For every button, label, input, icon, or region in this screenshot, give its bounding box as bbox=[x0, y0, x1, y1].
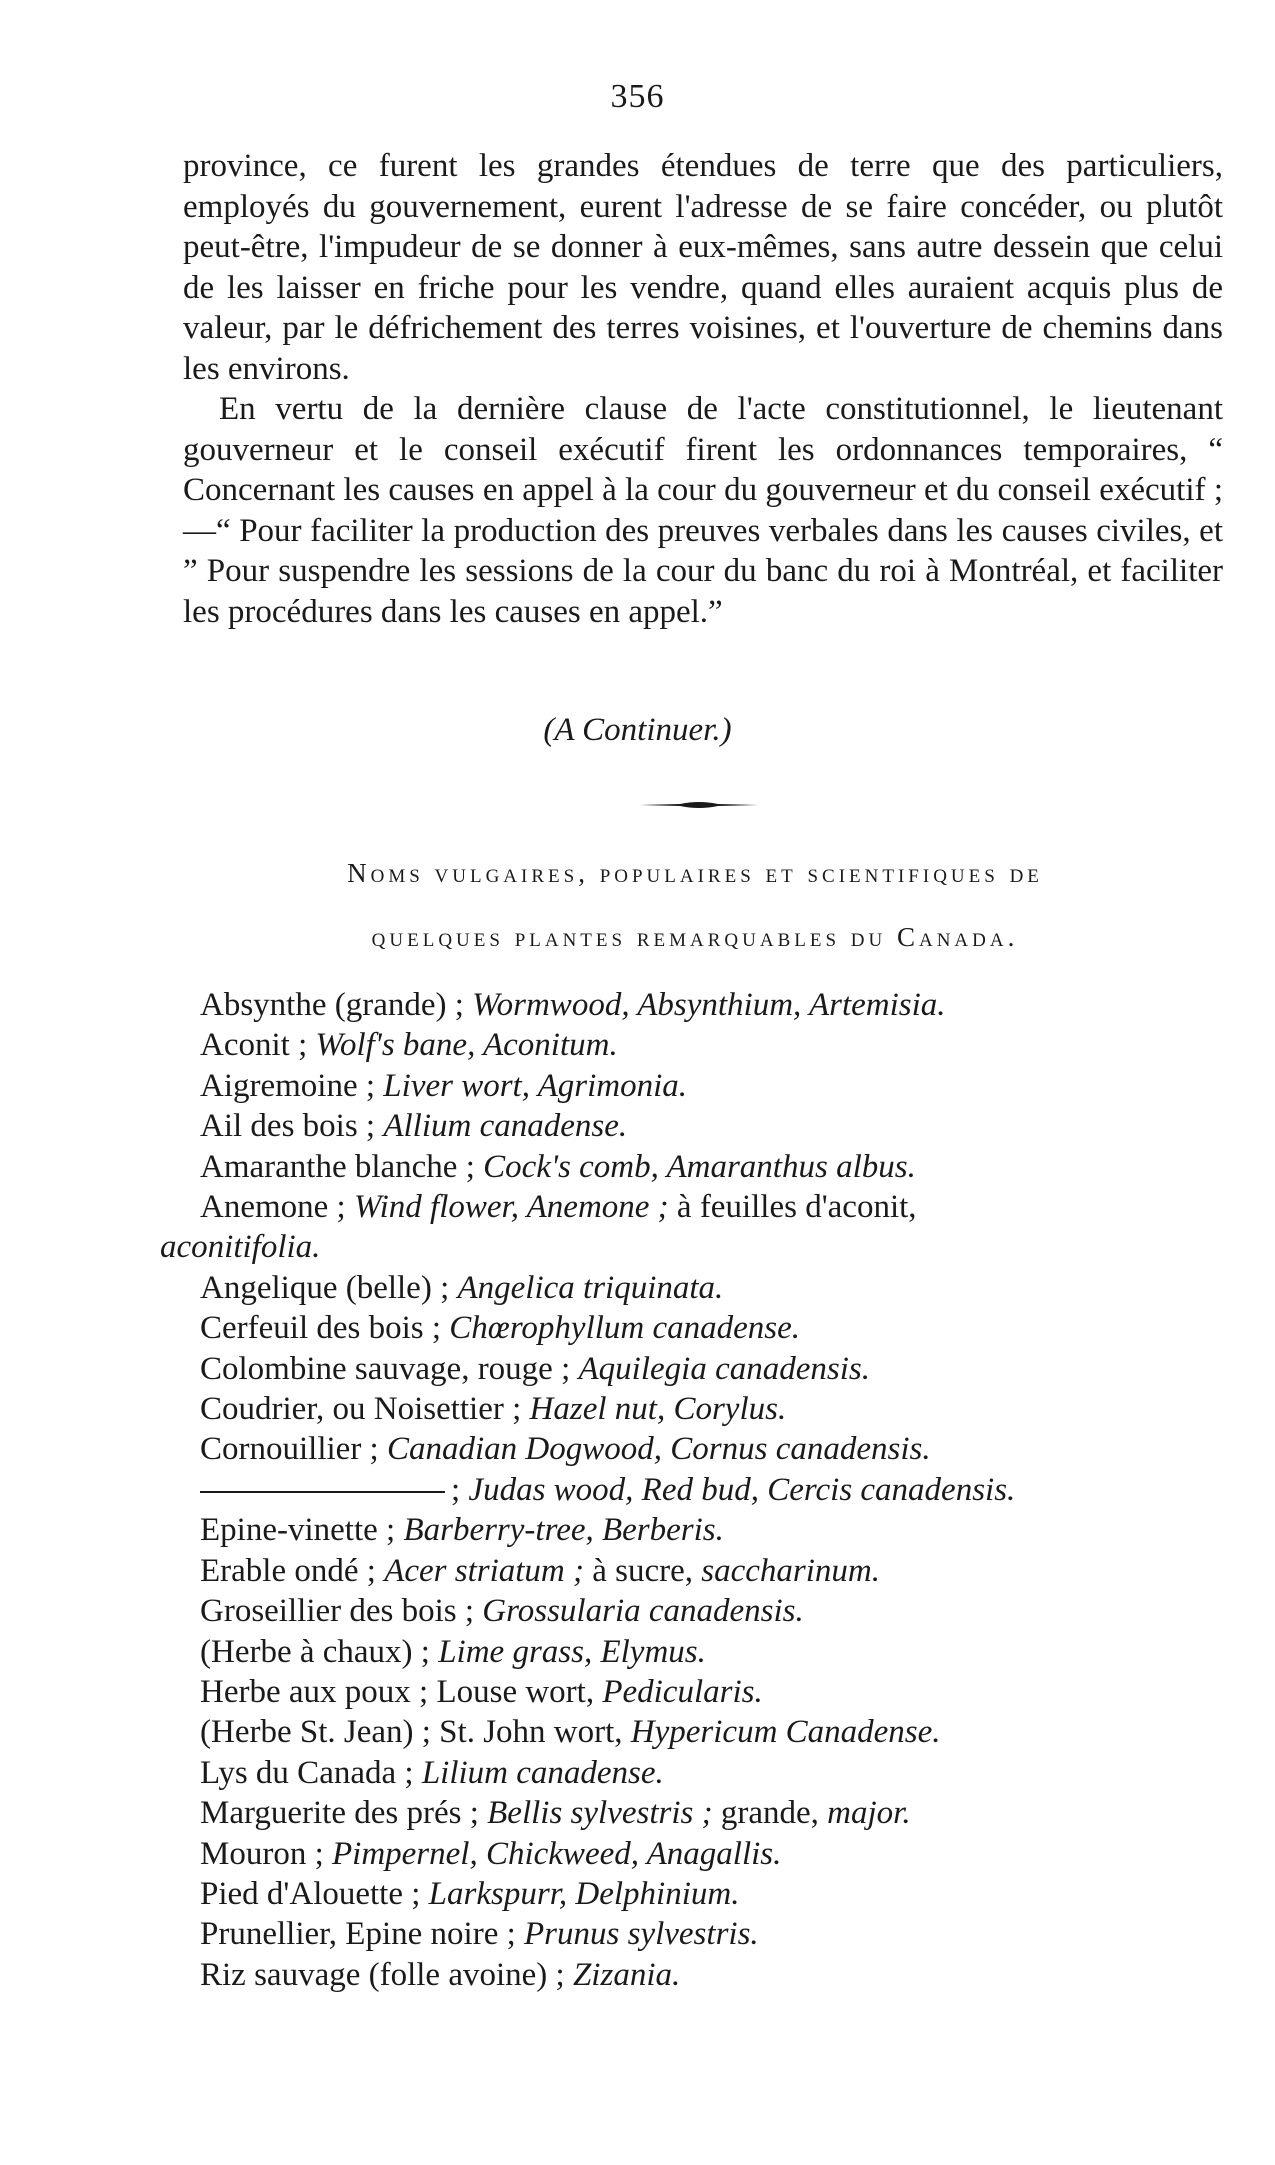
plant-entry bbox=[200, 1429, 1240, 1469]
vernacular-name: Amaranthe blanche ; bbox=[200, 1148, 475, 1185]
plant-entry bbox=[200, 1712, 1240, 1752]
scientific-name: Larkspurr, Delphinium. bbox=[428, 1875, 740, 1912]
scientific-name: aconitifolia. bbox=[160, 1229, 321, 1266]
plant-entry bbox=[200, 1834, 1240, 1874]
plant-entry bbox=[200, 985, 1240, 1025]
plant-entry bbox=[200, 1632, 1240, 1672]
scientific-name-variety: major. bbox=[827, 1795, 911, 1832]
vernacular-name: ; bbox=[451, 1471, 461, 1508]
vernacular-name: Herbe aux poux ; bbox=[200, 1673, 429, 1710]
vernacular-name: Cerfeuil des bois ; bbox=[200, 1310, 442, 1347]
vernacular-name: (Herbe St. Jean) ; bbox=[200, 1714, 431, 1751]
ornament-divider-icon bbox=[640, 800, 758, 810]
continuation-note: (A Continuer.) bbox=[543, 712, 732, 748]
scientific-name: Liver wort, Agrimonia. bbox=[383, 1067, 688, 1104]
plant-entry bbox=[200, 1591, 1240, 1631]
plant-entry bbox=[200, 1349, 1240, 1389]
ditto-dash bbox=[200, 1491, 445, 1493]
plant-list bbox=[160, 985, 1240, 1995]
paragraph-1: province, ce furent les grandes étendues de terre que des particuliers, employés du gouvernement, eurent l'adresse de se faire concéder, ou plutôt peut-être, l'impudeur de se donner à eux-mêmes, sans autre dessein que celui de les laisser en friche pour les vendre, quand elles auraient acquis plus de valeur, par le défrichement des terres voisines, et l'ouverture de chemins dans les environs. bbox=[183, 148, 1223, 387]
plant-entry bbox=[200, 1187, 1240, 1227]
plant-entry bbox=[200, 1914, 1240, 1954]
plant-entry bbox=[200, 1510, 1240, 1550]
scientific-name: Aquilegia canadensis. bbox=[578, 1350, 870, 1387]
scientific-name: Allium canadense. bbox=[383, 1108, 628, 1145]
plant-entry bbox=[200, 1470, 1240, 1510]
plant-entry bbox=[200, 1793, 1240, 1833]
scientific-name: Zizania. bbox=[572, 1956, 681, 1993]
vernacular-name: Prunellier, Epine noire ; bbox=[200, 1916, 516, 1953]
vernacular-name: Pied d'Alouette ; bbox=[200, 1875, 421, 1912]
scientific-name: Wind flower, Anemone ; bbox=[353, 1189, 669, 1226]
vernacular-name: Mouron ; bbox=[200, 1835, 324, 1872]
vernacular-name: Erable ondé ; bbox=[200, 1552, 376, 1589]
plant-entry bbox=[200, 1106, 1240, 1146]
vernacular-name: Aigremoine ; bbox=[200, 1067, 376, 1104]
vernacular-name: Colombine sauvage, rouge ; bbox=[200, 1350, 571, 1387]
plant-entry bbox=[200, 1308, 1240, 1348]
vernacular-name: Epine-vinette ; bbox=[200, 1512, 396, 1549]
variety-note: à sucre, bbox=[592, 1552, 694, 1589]
vernacular-name: Absynthe (grande) ; bbox=[200, 987, 464, 1023]
vernacular-name: Aconit ; bbox=[200, 1027, 308, 1064]
plant-entry bbox=[200, 1753, 1240, 1793]
paragraph-2: En vertu de la dernière clause de l'acte constitutionnel, le lieutenant gouverneur et le conseil exécutif firent les ordonnances temporaires, “ Concernant les causes en appel à la cour du gouverneur et du conseil exécutif ;—“ Pour faciliter la production des preuves verbales dans les causes civiles, et ” Pour suspendre les sessions de la cour du banc du roi à Montréal, et faciliter les procédures dans les causes en appel.” bbox=[183, 391, 1223, 630]
english-name: Louse wort, bbox=[436, 1673, 595, 1710]
plant-entry bbox=[200, 1874, 1240, 1914]
vernacular-name: Angelique (belle) ; bbox=[200, 1269, 450, 1306]
variety-note: à feuilles d'aconit, bbox=[676, 1189, 917, 1226]
plant-entry-continuation bbox=[160, 1227, 1240, 1267]
plant-entry bbox=[200, 1025, 1240, 1065]
scientific-name: Cock's comb, Amaranthus albus. bbox=[483, 1148, 916, 1185]
scientific-name: Pedicularis. bbox=[602, 1673, 763, 1710]
scientific-name: Lilium canadense. bbox=[421, 1754, 664, 1791]
body-text bbox=[183, 146, 1223, 632]
scientific-name: Lime grass, Elymus. bbox=[438, 1633, 706, 1670]
vernacular-name: Lys du Canada ; bbox=[200, 1754, 414, 1791]
vernacular-name: Anemone ; bbox=[200, 1189, 346, 1226]
scientific-name: Hypericum Canadense. bbox=[630, 1714, 941, 1751]
scientific-name: Acer striatum ; bbox=[384, 1552, 584, 1589]
vernacular-name: Marguerite des prés ; bbox=[200, 1795, 479, 1832]
plant-entry bbox=[200, 1955, 1240, 1995]
scientific-name: Barberry-tree, Berberis. bbox=[403, 1512, 724, 1549]
vernacular-name: (Herbe à chaux) ; bbox=[200, 1633, 430, 1670]
plant-entry bbox=[200, 1147, 1240, 1187]
english-name: St. John wort, bbox=[439, 1714, 623, 1751]
scientific-name: Bellis sylvestris ; bbox=[487, 1795, 713, 1832]
scientific-name: Hazel nut, Corylus. bbox=[529, 1391, 787, 1428]
page-number: 356 bbox=[610, 78, 665, 115]
section-title-line-1: Noms vulgaires, populaires et scientifiques de bbox=[347, 858, 1043, 888]
vernacular-name: Riz sauvage (folle avoine) ; bbox=[200, 1956, 565, 1993]
plant-entry bbox=[200, 1066, 1240, 1106]
scientific-name: Wormwood, Absynthium, Artemisia. bbox=[472, 987, 946, 1023]
section-title-line-2: quelques plantes remarquables du Canada. bbox=[371, 922, 1019, 952]
plant-entry bbox=[200, 1672, 1240, 1712]
variety-note: grande, bbox=[720, 1795, 819, 1832]
scientific-name: Angelica triquinata. bbox=[457, 1269, 724, 1306]
plant-entry bbox=[200, 1389, 1240, 1429]
plant-entry bbox=[200, 1551, 1240, 1591]
plant-entry bbox=[200, 1268, 1240, 1308]
scientific-name: Judas wood, Red bud, Cercis canadensis. bbox=[468, 1471, 1016, 1508]
vernacular-name: Ail des bois ; bbox=[200, 1108, 376, 1145]
vernacular-name: Coudrier, ou Noisettier ; bbox=[200, 1391, 522, 1428]
scientific-name: Grossularia canadensis. bbox=[482, 1593, 804, 1630]
scientific-name: Canadian Dogwood, Cornus canadensis. bbox=[386, 1431, 931, 1468]
scientific-name-variety: saccharinum. bbox=[701, 1552, 881, 1589]
vernacular-name: Cornouillier ; bbox=[200, 1431, 379, 1468]
scientific-name: Prunus sylvestris. bbox=[524, 1916, 759, 1953]
scientific-name: Wolf's bane, Aconitum. bbox=[315, 1027, 618, 1064]
scientific-name: Pimpernel, Chickweed, Anagallis. bbox=[332, 1835, 782, 1872]
scientific-name: Chœrophyllum canadense. bbox=[449, 1310, 801, 1347]
vernacular-name: Groseillier des bois ; bbox=[200, 1593, 475, 1630]
